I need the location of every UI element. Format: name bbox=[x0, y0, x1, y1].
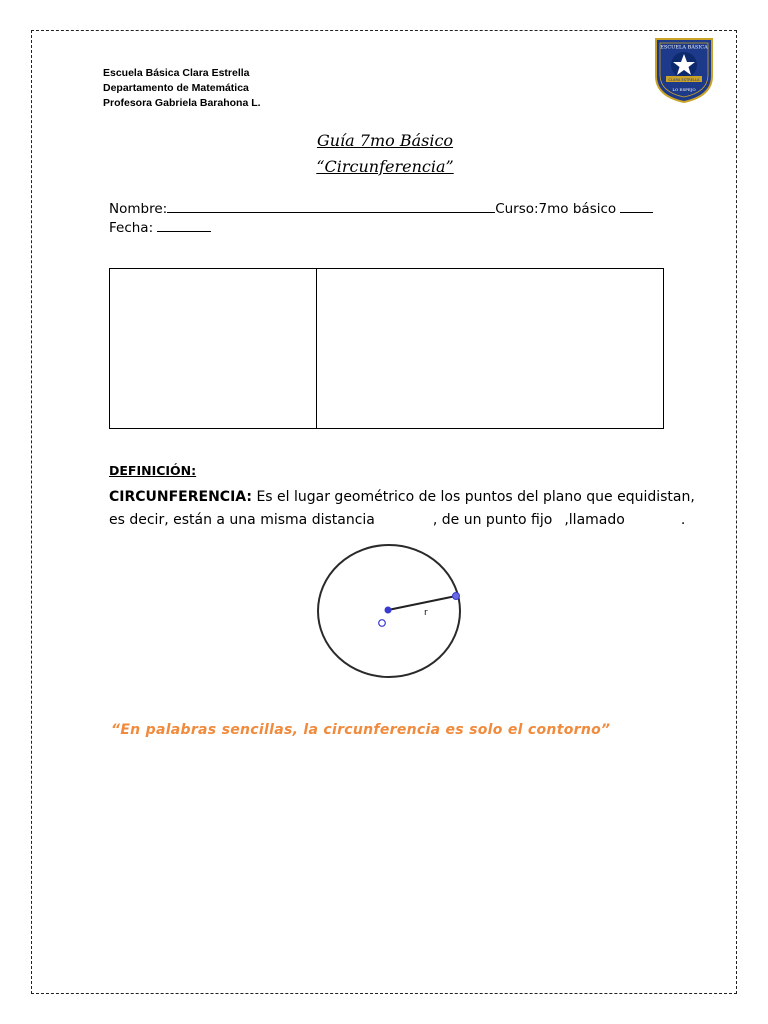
definition-text bbox=[109, 486, 719, 532]
definition-line-2: es decir, están a una misma distancia , de un punto fijo ,llamado . bbox=[109, 512, 686, 528]
school-info bbox=[103, 66, 261, 111]
guide-title: Guía 7mo Básico bbox=[316, 131, 454, 150]
highlight-quote: “En palabras sencillas, la circunferencia es solo el contorno” bbox=[111, 722, 611, 738]
name-course-line bbox=[109, 201, 653, 217]
name-blank[interactable] bbox=[167, 212, 495, 213]
course-blank[interactable] bbox=[620, 212, 653, 213]
svg-text:LO ESPEJO: LO ESPEJO bbox=[672, 87, 696, 92]
score-box-left bbox=[110, 269, 317, 428]
course-label: Curso:7mo básico bbox=[495, 201, 617, 217]
center-label-o bbox=[379, 620, 386, 627]
score-boxes bbox=[109, 268, 664, 429]
circle-figure bbox=[300, 535, 475, 685]
date-line bbox=[109, 220, 211, 236]
title-block bbox=[230, 128, 540, 180]
center-point bbox=[385, 607, 392, 614]
definition-line-1: CIRCUNFERENCIA: Es el lugar geométrico de los puntos del plano que equidistan, bbox=[109, 489, 695, 505]
school-seal-logo bbox=[653, 36, 715, 104]
date-label: Fecha: bbox=[109, 220, 154, 236]
svg-text:ESCUELA BÁSICA: ESCUELA BÁSICA bbox=[660, 44, 708, 51]
radius-segment bbox=[388, 596, 456, 610]
svg-text:CLARA ESTRELLA: CLARA ESTRELLA bbox=[668, 77, 700, 82]
date-blank[interactable] bbox=[157, 231, 211, 232]
circumference-point bbox=[453, 593, 460, 600]
definition-term: CIRCUNFERENCIA: bbox=[109, 489, 252, 505]
definition-heading: DEFINICIÓN: bbox=[109, 463, 197, 478]
name-label: Nombre: bbox=[109, 201, 168, 217]
school-name: Escuela Básica Clara Estrella bbox=[103, 67, 250, 79]
department-name: Departamento de Matemática bbox=[103, 82, 249, 94]
guide-subtitle: “Circunferencia” bbox=[316, 157, 454, 176]
score-box-right bbox=[317, 269, 663, 428]
radius-label: r bbox=[424, 608, 428, 618]
teacher-name: Profesora Gabriela Barahona L. bbox=[103, 97, 261, 109]
